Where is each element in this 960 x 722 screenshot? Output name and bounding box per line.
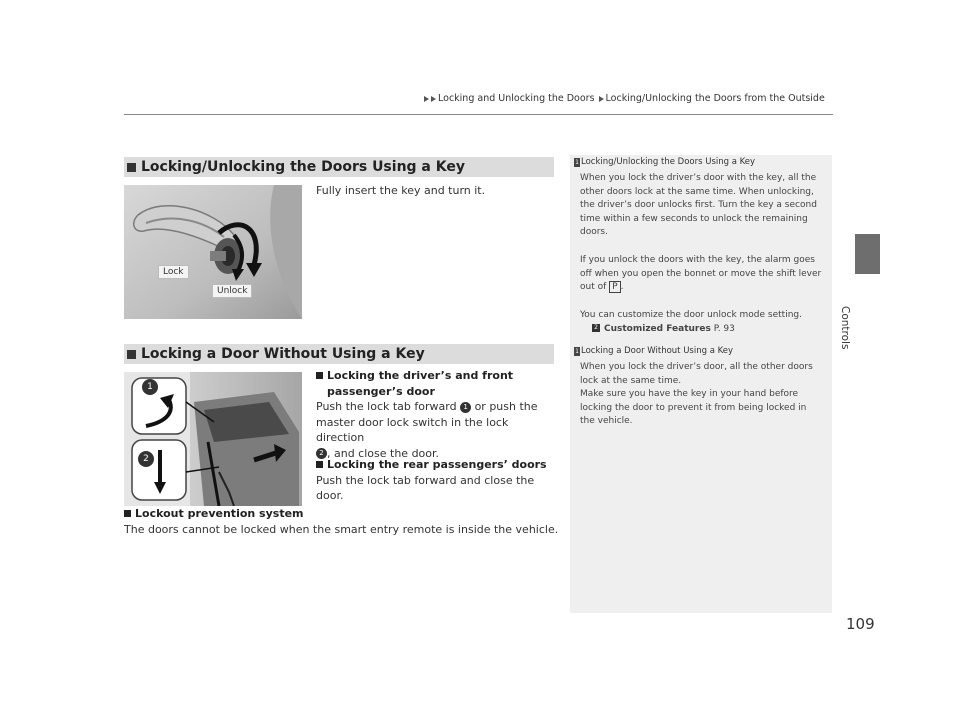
subsection-rear-doors: Locking the rear passengers’ doors Push the lock tab forward and close the door. <box>316 457 561 504</box>
key-lock-illustration <box>124 185 302 319</box>
lock-label: Lock <box>158 265 189 279</box>
note2-heading: 1 Locking a Door Without Using a Key <box>575 346 734 356</box>
door-handle-key-image <box>124 185 302 319</box>
section-marker-icon <box>127 350 136 359</box>
note1-paragraph-3: You can customize the door unlock mode setting. 2 Customized Features P. 93 <box>580 310 802 334</box>
section-heading-without-key: Locking a Door Without Using a Key <box>124 344 554 364</box>
note1-paragraph-1: When you lock the driver’s door with the key, all the other doors lock at the same time. When unlocking, the driver’s door unlocks first. Turn the key a second time within a few seconds to unlock the remaining doors. <box>580 173 817 238</box>
note1-heading: 1 Locking/Unlocking the Doors Using a Key <box>575 157 756 167</box>
callout-1: 1 <box>142 379 158 395</box>
breadcrumb-arrow-icon <box>431 96 436 102</box>
subsection-front-doors: Locking the driver’s and front passenger’s door Push the lock tab forward 1 or push the master door lock switch in the lock direction 2 , and close the door. <box>316 368 556 461</box>
note2-paragraph: When you lock the driver’s door, all the other doors lock at the same time. Make sure you have the key in your hand before locking the door to prevent it from being locked in the vehicle. <box>580 362 813 427</box>
breadcrumb-arrow-icon <box>599 96 604 102</box>
note1-paragraph-2: If you unlock the doors with the key, the alarm goes off when you open the bonnet or move the shift lever out of P . <box>580 255 822 293</box>
reference-arrow-icon: 2 <box>592 324 600 332</box>
chapter-tab-marker <box>855 234 880 274</box>
park-position-icon: P <box>609 281 620 293</box>
customized-features-link[interactable]: Customized Features <box>604 323 711 334</box>
breadcrumb-arrow-icon <box>424 96 429 102</box>
step-2-icon: 2 <box>316 448 327 459</box>
note-marker-icon: 1 <box>575 347 579 355</box>
subsection-marker-icon <box>316 461 323 468</box>
front-doors-instruction: Push the lock tab forward 1 or push the master door lock switch in the lock direction 2 , and close the door. <box>316 400 538 460</box>
rear-doors-instruction: Push the lock tab forward and close the door. <box>316 473 535 502</box>
header-divider <box>124 114 833 115</box>
chapter-tab-label[interactable]: Controls <box>839 306 851 350</box>
section1-instruction: Fully insert the key and turn it. <box>316 184 486 197</box>
callout-2: 2 <box>138 451 154 467</box>
unlock-label: Unlock <box>212 284 252 298</box>
section-marker-icon <box>127 163 136 172</box>
step-1-icon: 1 <box>460 402 471 413</box>
lockout-description: The doors cannot be locked when the smart entry remote is inside the vehicle. <box>124 522 559 536</box>
subsection-marker-icon <box>316 372 323 379</box>
breadcrumb <box>424 93 825 104</box>
note-marker-icon: 1 <box>575 158 579 166</box>
section-heading-key: Locking/Unlocking the Doors Using a Key <box>124 157 554 177</box>
breadcrumb-item-outside[interactable]: Locking/Unlocking the Doors from the Outside <box>605 93 825 104</box>
lockout-prevention: Lockout prevention system The doors cannot be locked when the smart entry remote is inside the vehicle. <box>124 506 564 537</box>
page-number: 109 <box>846 615 875 633</box>
subsection-marker-icon <box>124 510 131 517</box>
breadcrumb-item-doors[interactable]: Locking and Unlocking the Doors <box>438 93 595 104</box>
